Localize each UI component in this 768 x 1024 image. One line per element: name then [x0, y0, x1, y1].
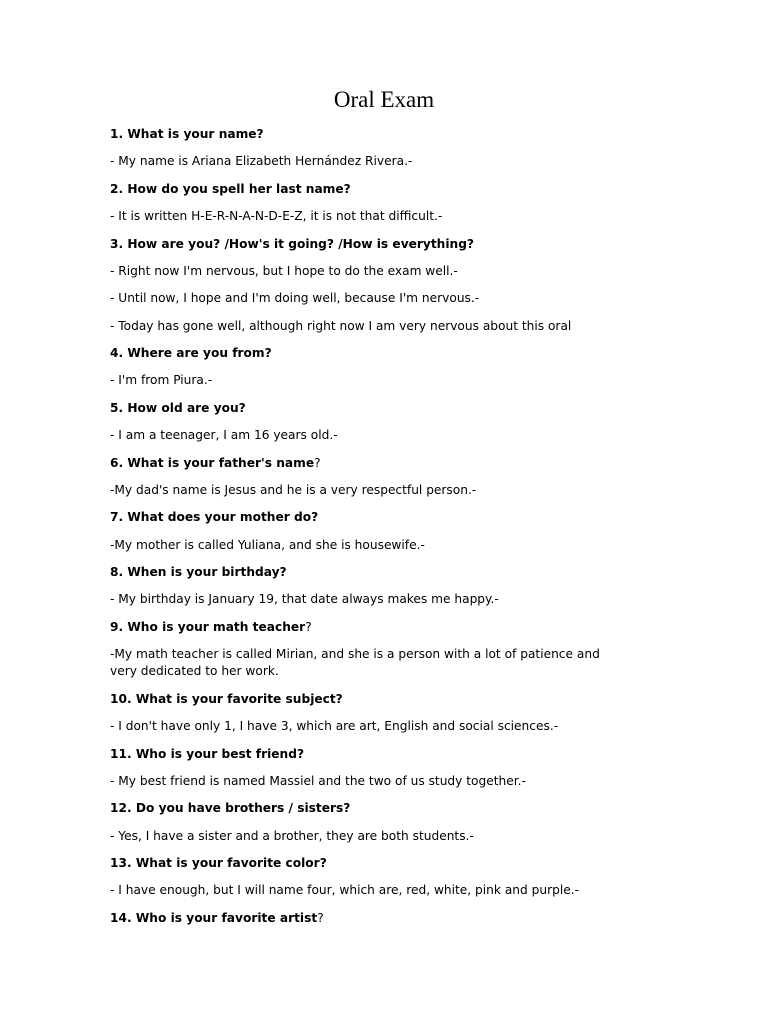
- answer-1: - My name is Ariana Elizabeth Hernández Rivera.-: [110, 154, 413, 168]
- question-9-mark: ?: [305, 620, 312, 634]
- answer-3-3: - Today has gone well, although right now I am very nervous about this oral: [110, 319, 572, 333]
- answer-5: - I am a teenager, I am 16 years old.-: [110, 428, 338, 442]
- answer-3-2: - Until now, I hope and I'm doing well, because I'm nervous.-: [110, 291, 480, 305]
- answer-11: - My best friend is named Massiel and the two of us study together.-: [110, 774, 526, 788]
- question-12: 12. Do you have brothers / sisters?: [110, 801, 351, 815]
- answer-4: - I'm from Piura.-: [110, 373, 213, 387]
- question-1: 1. What is your name?: [110, 127, 264, 141]
- answer-9: -My math teacher is called Mirian, and she is a person with a lot of patience and very dedicated to her work.: [110, 647, 600, 678]
- question-9-text: 9. Who is your math teacher: [110, 620, 306, 634]
- question-4: 4. Where are you from?: [110, 346, 272, 360]
- question-6-text: 6. What is your father's name: [110, 456, 315, 470]
- question-3: 3. How are you? /How's it going? /How is everything?: [110, 237, 475, 251]
- question-14-mark: ?: [317, 911, 324, 925]
- document-title: Oral Exam: [333, 87, 435, 112]
- answer-10: - I don't have only 1, I have 3, which are art, English and social sciences.-: [110, 719, 559, 733]
- answer-6: -My dad's name is Jesus and he is a very respectful person.-: [110, 483, 477, 497]
- question-14-text: 14. Who is your favorite artist: [110, 911, 318, 925]
- question-2: 2. How do you spell her last name?: [110, 182, 351, 196]
- question-6-mark: ?: [314, 456, 321, 470]
- question-9: [110, 619, 630, 636]
- answer-13: - I have enough, but I will name four, which are, red, white, pink and purple.-: [110, 883, 579, 897]
- question-13: 13. What is your favorite color?: [110, 856, 327, 870]
- answer-7: -My mother is called Yuliana, and she is housewife.-: [110, 538, 425, 552]
- question-6: [110, 455, 630, 472]
- question-7: 7. What does your mother do?: [110, 510, 319, 524]
- answer-12: - Yes, I have a sister and a brother, they are both students.-: [110, 829, 474, 843]
- answer-8: - My birthday is January 19, that date always makes me happy.-: [110, 592, 499, 606]
- question-14: [110, 910, 630, 927]
- question-10: 10. What is your favorite subject?: [110, 692, 343, 706]
- question-11: 11. Who is your best friend?: [110, 747, 305, 761]
- question-8: 8. When is your birthday?: [110, 565, 287, 579]
- answer-3-1: - Right now I'm nervous, but I hope to do the exam well.-: [110, 264, 458, 278]
- answer-2: - It is written H-E-R-N-A-N-D-E-Z, it is not that difficult.-: [110, 209, 443, 223]
- question-5: 5. How old are you?: [110, 401, 246, 415]
